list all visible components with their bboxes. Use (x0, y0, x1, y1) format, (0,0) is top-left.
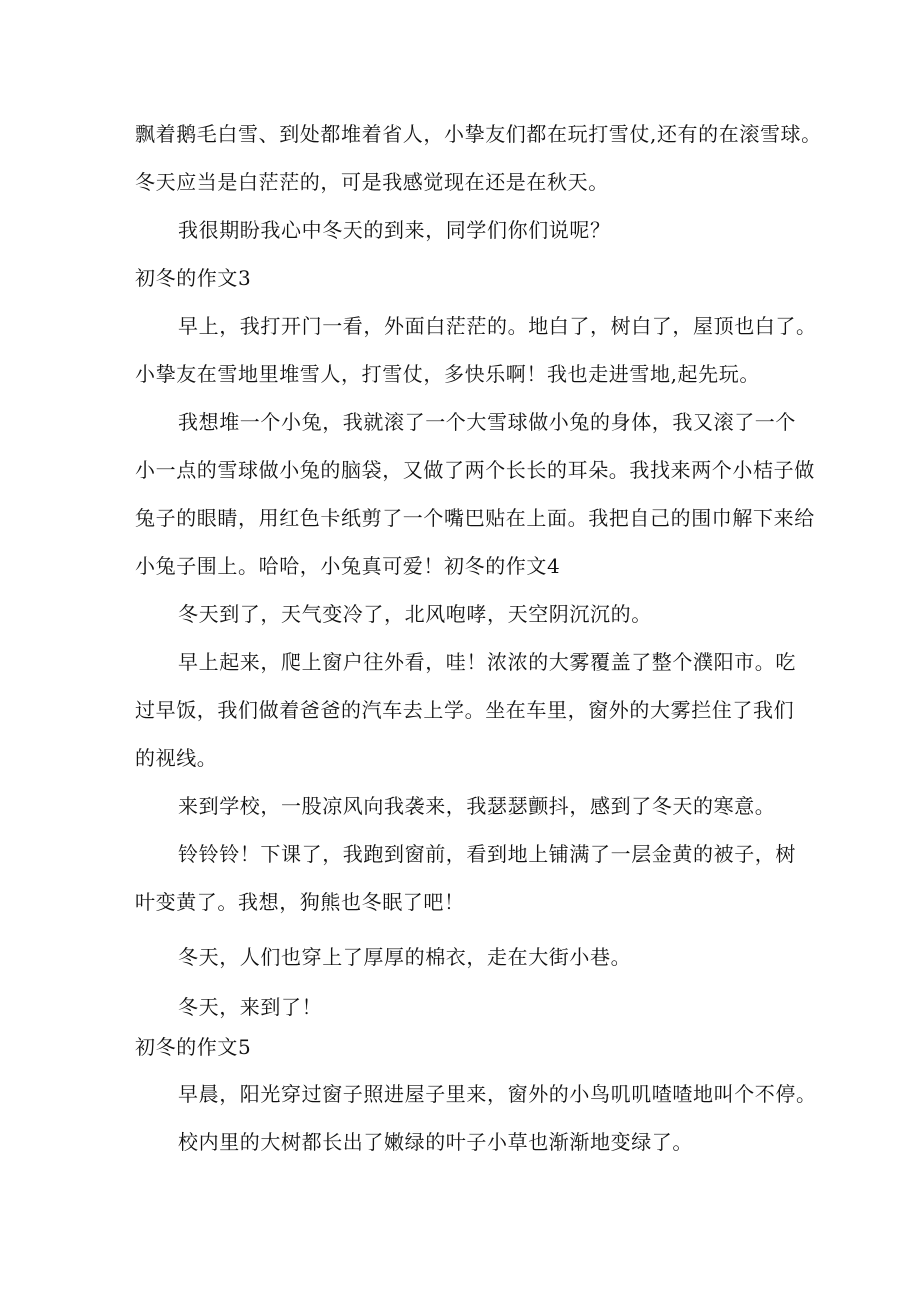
text-line: 小挚友在雪地里堆雪人，打雪仗，多快乐啊！我也走进雪地,起先玩。 (135, 362, 760, 386)
text-line: 铃铃铃！下课了，我跑到窗前，看到地上铺满了一层金黄的被子，树 (178, 842, 796, 866)
text-line: 我想堆一个小兔，我就滚了一个大雪球做小兔的身体，我又滚了一个 (178, 410, 796, 434)
text-line: 的视线。 (135, 746, 218, 770)
text-line: 兔子的眼睛，用红色卡纸剪了一个嘴巴贴在上面。我把自己的围巾解下来给 (135, 506, 815, 530)
section-heading: 初冬的作文3 (135, 266, 252, 290)
text-line: 校内里的大树都长出了嫩绿的叶子小草也渐渐地变绿了。 (178, 1130, 693, 1154)
text-line: 早上起来，爬上窗户往外看，哇！浓浓的大雾覆盖了整个濮阳市。吃 (178, 650, 796, 674)
text-line: 小兔子围上。哈哈，小兔真可爱！初冬的作文4 (135, 554, 561, 578)
text-line: 过早饭，我们做着爸爸的汽车去上学。坐在车里，窗外的大雾拦住了我们 (135, 698, 795, 722)
text-line: 来到学校，一股凉风向我袭来，我瑟瑟颤抖，感到了冬天的寒意。 (178, 794, 776, 818)
text-line: 早晨，阳光穿过窗子照进屋子里来，窗外的小鸟叽叽喳喳地叫个不停。 (178, 1082, 817, 1106)
text-line: 冬天到了，天气变冷了，北风咆哮，天空阴沉沉的。 (178, 602, 652, 626)
text-line: 冬天，来到了！ (178, 995, 323, 1019)
text-line: 冬天应当是白茫茫的，可是我感觉现在还是在秋天。 (135, 170, 609, 194)
text-line: 早上，我打开门一看，外面白茫茫的。地白了，树白了，屋顶也白了。 (178, 314, 817, 338)
text-line: 叶变黄了。我想，狗熊也冬眠了吧！ (135, 890, 465, 914)
text-line: 我很期盼我心中冬天的到来，同学们你们说呢？ (178, 218, 611, 242)
text-line: 冬天，人们也穿上了厚厚的棉衣，走在大街小巷。 (178, 945, 632, 969)
section-heading: 初冬的作文5 (135, 1035, 252, 1059)
text-line: 小一点的雪球做小兔的脑袋，又做了两个长长的耳朵。我找来两个小桔子做 (135, 458, 815, 482)
text-line: 飘着鹅毛白雪、到处都堆着省人，小挚友们都在玩打雪仗,还有的在滚雪球。 (135, 122, 822, 146)
